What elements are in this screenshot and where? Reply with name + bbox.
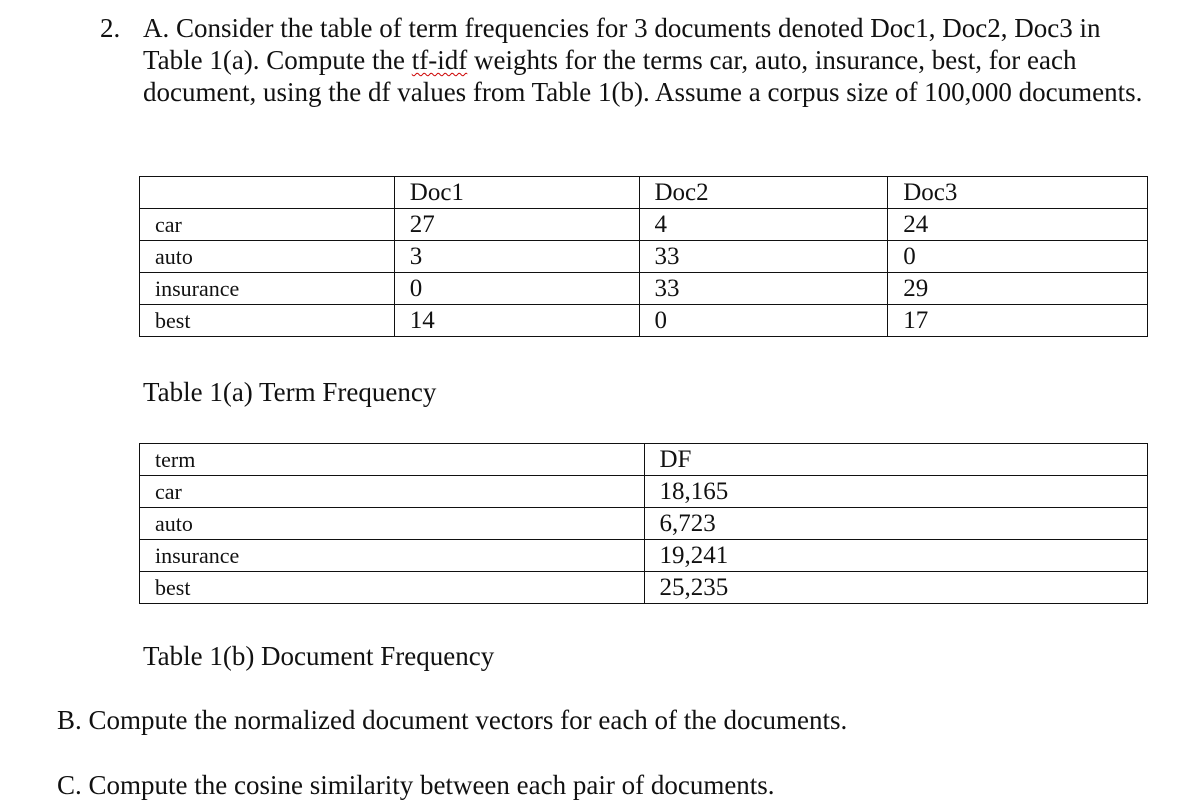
tf-value-cell: 33 bbox=[639, 241, 888, 273]
df-header-row bbox=[140, 444, 1148, 476]
tf-term-cell: insurance bbox=[140, 273, 395, 305]
df-term-cell: auto bbox=[140, 508, 645, 540]
term-frequency-table bbox=[139, 176, 1148, 337]
df-value-cell: 25,235 bbox=[644, 572, 1148, 604]
question-number: 2. bbox=[100, 13, 121, 43]
tf-value-cell: 3 bbox=[394, 241, 639, 273]
df-term-cell: car bbox=[140, 476, 645, 508]
df-header-term: term bbox=[140, 444, 645, 476]
tf-value-cell: 17 bbox=[888, 305, 1148, 337]
question-part-c: C. Compute the cosine similarity between each pair of documents. bbox=[57, 770, 775, 800]
question-part-a bbox=[143, 12, 1153, 108]
table-row bbox=[140, 540, 1148, 572]
document-frequency-table bbox=[139, 443, 1148, 604]
tf-value-cell: 0 bbox=[639, 305, 888, 337]
tf-term-cell: car bbox=[140, 209, 395, 241]
df-term-cell: insurance bbox=[140, 540, 645, 572]
tf-value-cell: 0 bbox=[888, 241, 1148, 273]
tf-value-cell: 24 bbox=[888, 209, 1148, 241]
df-value-cell: 18,165 bbox=[644, 476, 1148, 508]
question-part-b: B. Compute the normalized document vectors for each of the documents. bbox=[57, 705, 848, 735]
table-row bbox=[140, 508, 1148, 540]
df-value-cell: 19,241 bbox=[644, 540, 1148, 572]
table-row bbox=[140, 476, 1148, 508]
table-row bbox=[140, 305, 1148, 337]
table-row bbox=[140, 241, 1148, 273]
tf-term-cell: auto bbox=[140, 241, 395, 273]
tf-header-corner bbox=[140, 177, 395, 209]
table-1b-caption: Table 1(b) Document Frequency bbox=[143, 641, 495, 671]
part-a-text-start: A. Consider the table of term frequencies for 3 documents denoted Doc1, Doc2, Doc3 in Table 1(a). Compute the bbox=[143, 13, 1101, 75]
df-term-cell: best bbox=[140, 572, 645, 604]
tf-value-cell: 0 bbox=[394, 273, 639, 305]
table-row bbox=[140, 209, 1148, 241]
part-a-text-end: weights for the terms car, auto, insurance, best, for each document, using the df values from Table 1(b). Assume a corpus size of 100,000 documents. bbox=[143, 45, 1143, 107]
tf-header-row bbox=[140, 177, 1148, 209]
tf-value-cell: 14 bbox=[394, 305, 639, 337]
df-header-df: DF bbox=[644, 444, 1148, 476]
tf-value-cell: 29 bbox=[888, 273, 1148, 305]
df-value-cell: 6,723 bbox=[644, 508, 1148, 540]
table-row bbox=[140, 273, 1148, 305]
table-1a-caption: Table 1(a) Term Frequency bbox=[143, 377, 437, 407]
tf-header-doc1: Doc1 bbox=[394, 177, 639, 209]
tf-value-cell: 27 bbox=[394, 209, 639, 241]
tf-term-cell: best bbox=[140, 305, 395, 337]
table-row bbox=[140, 572, 1148, 604]
spellcheck-flagged-word: tf-idf bbox=[411, 45, 468, 75]
tf-header-doc2: Doc2 bbox=[639, 177, 888, 209]
tf-value-cell: 4 bbox=[639, 209, 888, 241]
tf-header-doc3: Doc3 bbox=[888, 177, 1148, 209]
tf-value-cell: 33 bbox=[639, 273, 888, 305]
